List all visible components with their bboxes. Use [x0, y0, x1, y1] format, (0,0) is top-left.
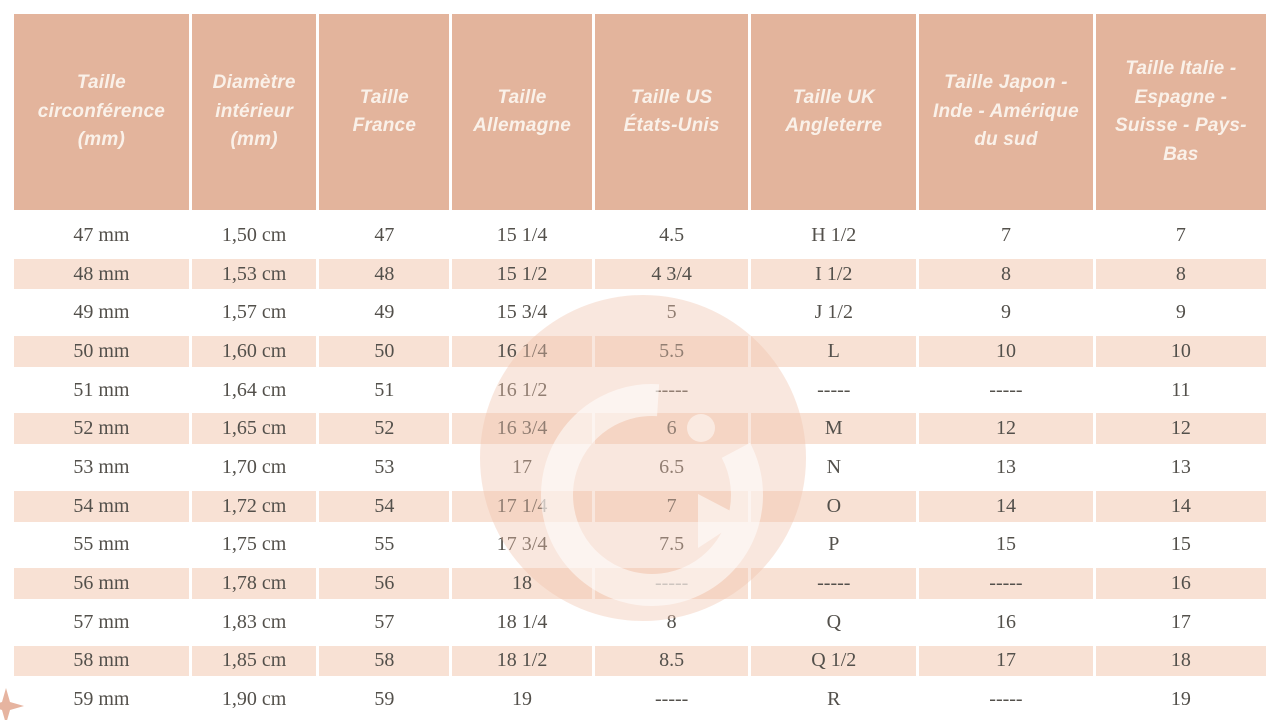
cell-r0-c7: 7 [1096, 216, 1266, 255]
cell-r6-c4: 6.5 [595, 448, 752, 487]
cell-r3-c2: 50 [319, 332, 452, 371]
table-row-10 [14, 603, 1266, 642]
table-row-0 [14, 216, 1266, 255]
cell-r12-c2: 59 [319, 680, 452, 719]
cell-r1-c6: 8 [919, 255, 1096, 294]
cell-r9-c7: 16 [1096, 564, 1266, 603]
cell-r9-c1: 1,78 cm [192, 564, 320, 603]
cell-r9-c3: 18 [452, 564, 595, 603]
table-row-11 [14, 642, 1266, 681]
cell-r1-c0: 48 mm [14, 255, 192, 294]
table-row-8 [14, 526, 1266, 565]
cell-r1-c1: 1,53 cm [192, 255, 320, 294]
cell-r2-c2: 49 [319, 293, 452, 332]
cell-r3-c6: 10 [919, 332, 1096, 371]
cell-r2-c4: 5 [595, 293, 752, 332]
cell-r0-c4: 4.5 [595, 216, 752, 255]
cell-r11-c0: 58 mm [14, 642, 192, 681]
table-row-6 [14, 448, 1266, 487]
cell-r12-c7: 19 [1096, 680, 1266, 719]
cell-r11-c2: 58 [319, 642, 452, 681]
cell-r6-c5: N [751, 448, 919, 487]
cell-r10-c3: 18 1/4 [452, 603, 595, 642]
cell-r5-c6: 12 [919, 409, 1096, 448]
cell-r4-c7: 11 [1096, 371, 1266, 410]
cell-r2-c0: 49 mm [14, 293, 192, 332]
cell-r7-c1: 1,72 cm [192, 487, 320, 526]
cell-r2-c6: 9 [919, 293, 1096, 332]
cell-r10-c0: 57 mm [14, 603, 192, 642]
cell-r3-c7: 10 [1096, 332, 1266, 371]
cell-r0-c0: 47 mm [14, 216, 192, 255]
cell-r11-c3: 18 1/2 [452, 642, 595, 681]
cell-r8-c3: 17 3/4 [452, 526, 595, 565]
cell-r10-c2: 57 [319, 603, 452, 642]
cell-r7-c4: 7 [595, 487, 752, 526]
cell-r9-c5: ----- [751, 564, 919, 603]
cell-r3-c5: L [751, 332, 919, 371]
column-header-3: Taille Allemagne [452, 14, 595, 216]
column-header-1: Diamètre intérieur (mm) [192, 14, 320, 216]
cell-r10-c1: 1,83 cm [192, 603, 320, 642]
column-header-2: Taille France [319, 14, 452, 216]
cell-r3-c4: 5.5 [595, 332, 752, 371]
cell-r0-c5: H 1/2 [751, 216, 919, 255]
table-row-1 [14, 255, 1266, 294]
cell-r5-c2: 52 [319, 409, 452, 448]
cell-r7-c7: 14 [1096, 487, 1266, 526]
cell-r2-c7: 9 [1096, 293, 1266, 332]
cell-r10-c4: 8 [595, 603, 752, 642]
cell-r10-c7: 17 [1096, 603, 1266, 642]
cell-r4-c5: ----- [751, 371, 919, 410]
column-header-6: Taille Japon - Inde - Amérique du sud [919, 14, 1096, 216]
cell-r8-c1: 1,75 cm [192, 526, 320, 565]
table-row-4 [14, 371, 1266, 410]
table-row-12 [14, 680, 1266, 719]
cell-r10-c5: Q [751, 603, 919, 642]
cell-r8-c6: 15 [919, 526, 1096, 565]
cell-r0-c6: 7 [919, 216, 1096, 255]
cell-r3-c0: 50 mm [14, 332, 192, 371]
cell-r8-c2: 55 [319, 526, 452, 565]
cell-r11-c5: Q 1/2 [751, 642, 919, 681]
cell-r5-c3: 16 3/4 [452, 409, 595, 448]
cell-r0-c3: 15 1/4 [452, 216, 595, 255]
cell-r12-c0: 59 mm [14, 680, 192, 719]
table-header-row [14, 14, 1266, 216]
cell-r5-c5: M [751, 409, 919, 448]
cell-r11-c6: 17 [919, 642, 1096, 681]
cell-r7-c2: 54 [319, 487, 452, 526]
cell-r1-c2: 48 [319, 255, 452, 294]
ring-size-table [14, 14, 1266, 719]
cell-r4-c2: 51 [319, 371, 452, 410]
cell-r3-c1: 1,60 cm [192, 332, 320, 371]
cell-r11-c4: 8.5 [595, 642, 752, 681]
cell-r3-c3: 16 1/4 [452, 332, 595, 371]
cell-r12-c4: ----- [595, 680, 752, 719]
cell-r8-c4: 7.5 [595, 526, 752, 565]
cell-r0-c1: 1,50 cm [192, 216, 320, 255]
column-header-4: Taille US États-Unis [595, 14, 752, 216]
column-header-0: Taille circonférence (mm) [14, 14, 192, 216]
cell-r11-c1: 1,85 cm [192, 642, 320, 681]
cell-r2-c1: 1,57 cm [192, 293, 320, 332]
cell-r6-c6: 13 [919, 448, 1096, 487]
cell-r8-c5: P [751, 526, 919, 565]
table-header [14, 14, 1266, 216]
cell-r1-c5: I 1/2 [751, 255, 919, 294]
cell-r5-c7: 12 [1096, 409, 1266, 448]
cell-r6-c0: 53 mm [14, 448, 192, 487]
table-row-5 [14, 409, 1266, 448]
cell-r1-c3: 15 1/2 [452, 255, 595, 294]
cell-r8-c7: 15 [1096, 526, 1266, 565]
cell-r9-c4: ----- [595, 564, 752, 603]
cell-r5-c1: 1,65 cm [192, 409, 320, 448]
cell-r9-c2: 56 [319, 564, 452, 603]
cell-r7-c5: O [751, 487, 919, 526]
cell-r1-c4: 4 3/4 [595, 255, 752, 294]
cell-r8-c0: 55 mm [14, 526, 192, 565]
cell-r6-c7: 13 [1096, 448, 1266, 487]
cell-r2-c3: 15 3/4 [452, 293, 595, 332]
cell-r5-c0: 52 mm [14, 409, 192, 448]
column-header-5: Taille UK Angleterre [751, 14, 919, 216]
cell-r12-c5: R [751, 680, 919, 719]
cell-r11-c7: 18 [1096, 642, 1266, 681]
cell-r12-c1: 1,90 cm [192, 680, 320, 719]
table-row-3 [14, 332, 1266, 371]
table-row-9 [14, 564, 1266, 603]
cell-r7-c0: 54 mm [14, 487, 192, 526]
cell-r7-c3: 17 1/4 [452, 487, 595, 526]
cell-r10-c6: 16 [919, 603, 1096, 642]
cell-r9-c0: 56 mm [14, 564, 192, 603]
cell-r6-c1: 1,70 cm [192, 448, 320, 487]
cell-r2-c5: J 1/2 [751, 293, 919, 332]
cell-r4-c0: 51 mm [14, 371, 192, 410]
cell-r4-c4: ----- [595, 371, 752, 410]
cell-r4-c3: 16 1/2 [452, 371, 595, 410]
cell-r12-c6: ----- [919, 680, 1096, 719]
cell-r7-c6: 14 [919, 487, 1096, 526]
cell-r9-c6: ----- [919, 564, 1096, 603]
cell-r5-c4: 6 [595, 409, 752, 448]
cell-r4-c1: 1,64 cm [192, 371, 320, 410]
cell-r12-c3: 19 [452, 680, 595, 719]
cell-r0-c2: 47 [319, 216, 452, 255]
cell-r6-c2: 53 [319, 448, 452, 487]
table-row-2 [14, 293, 1266, 332]
cell-r1-c7: 8 [1096, 255, 1266, 294]
column-header-7: Taille Italie - Espagne - Suisse - Pays-Bas [1096, 14, 1266, 216]
cell-r6-c3: 17 [452, 448, 595, 487]
cell-r4-c6: ----- [919, 371, 1096, 410]
table-row-7 [14, 487, 1266, 526]
table-body [14, 216, 1266, 719]
